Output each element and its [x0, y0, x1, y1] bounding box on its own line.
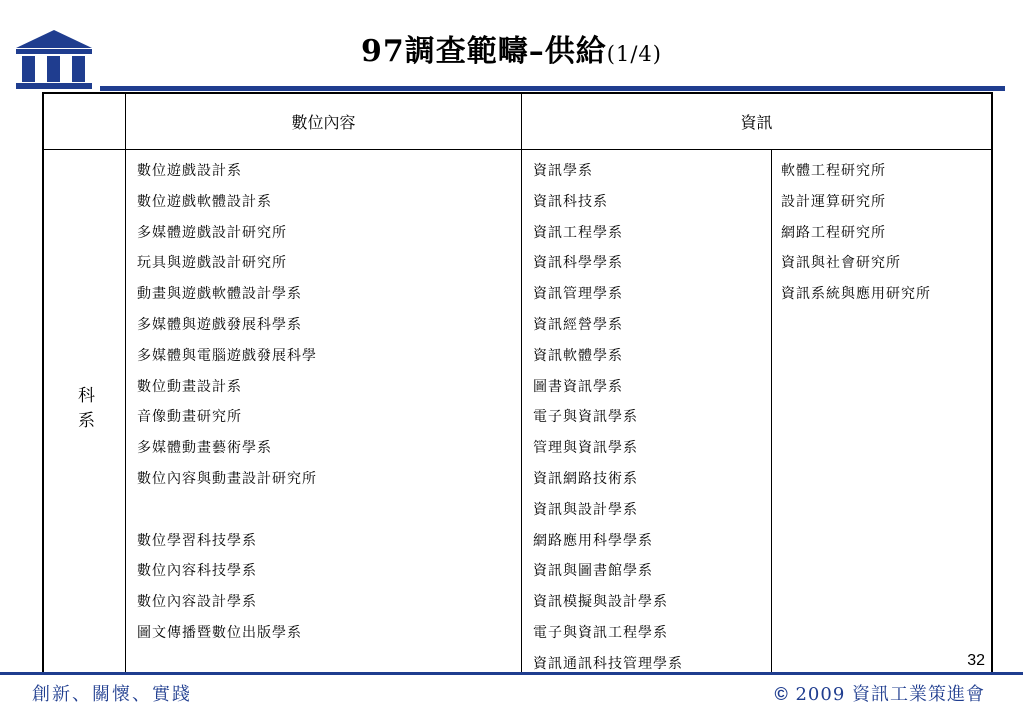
footer-copyright — [774, 680, 985, 706]
list-item: 數位內容科技學系 — [137, 563, 257, 580]
list-item: 管理與資訊學系 — [533, 440, 638, 457]
page-title — [0, 26, 1023, 70]
list-item: 動畫與遊戲軟體設計學系 — [137, 286, 302, 303]
list-item: 資訊管理學系 — [533, 286, 623, 303]
row-label: 科系 — [74, 386, 94, 436]
copyright-text: 2009 資訊工業策進會 — [795, 684, 985, 705]
list-item: 資訊科學學系 — [533, 255, 623, 272]
page-number: 32 — [967, 652, 985, 669]
list-item: 網路應用科學學系 — [533, 532, 653, 549]
list-item: 資訊科技系 — [533, 193, 608, 210]
list-item: 數位內容設計學系 — [137, 594, 257, 611]
list-item: 資訊網路技術系 — [533, 470, 638, 487]
list-item: 設計運算研究所 — [781, 193, 886, 210]
list-item: 數位遊戲軟體設計系 — [137, 193, 272, 210]
title-main: 97調查範疇–供給 — [361, 34, 607, 69]
list-item: 多媒體遊戲設計研究所 — [137, 224, 287, 241]
list-item: 資訊經營學系 — [533, 316, 623, 333]
list-item: 資訊模擬與設計學系 — [533, 594, 668, 611]
list-item: 資訊軟體學系 — [533, 347, 623, 364]
list-item: 多媒體與遊戲發展科學系 — [137, 316, 302, 333]
col-divider — [125, 94, 126, 672]
list-item: 資訊學系 — [533, 163, 593, 179]
list-item: 資訊工程學系 — [533, 224, 623, 241]
list-item: 圖書資訊學系 — [533, 378, 623, 395]
information-list-2 — [781, 156, 931, 310]
header-divider — [44, 149, 991, 150]
list-item: 軟體工程研究所 — [781, 163, 886, 179]
scope-table — [42, 92, 993, 674]
list-item — [137, 495, 317, 526]
list-item: 多媒體與電腦遊戲發展科學 — [137, 347, 317, 364]
list-item: 電子與資訊工程學系 — [533, 624, 668, 641]
footer-slogan: 創新、關懷、實踐 — [32, 684, 192, 705]
col-divider — [771, 149, 772, 672]
title-page-fraction: (1/4) — [606, 42, 662, 66]
col-divider — [521, 94, 522, 672]
list-item: 資訊與圖書館學系 — [533, 563, 653, 580]
header-rule — [100, 86, 1005, 91]
list-item: 資訊系統與應用研究所 — [781, 286, 931, 303]
list-item: 資訊與設計學系 — [533, 501, 638, 518]
row-label-cell — [44, 150, 125, 672]
list-item: 數位學習科技學系 — [137, 532, 257, 549]
information-list-1 — [533, 156, 683, 680]
header-digital-content: 數位內容 — [291, 113, 356, 132]
list-item: 圖文傳播暨數位出版學系 — [137, 624, 302, 641]
list-item: 電子與資訊學系 — [533, 409, 638, 426]
list-item: 資訊通訊科技管理學系 — [533, 655, 683, 672]
list-item: 音像動畫研究所 — [137, 409, 242, 426]
list-item: 玩具與遊戲設計研究所 — [137, 255, 287, 272]
list-item: 網路工程研究所 — [781, 224, 886, 241]
list-item: 資訊與社會研究所 — [781, 255, 901, 272]
digital-content-list — [137, 156, 317, 649]
header-information: 資訊 — [740, 113, 773, 132]
list-item: 數位動畫設計系 — [137, 378, 242, 395]
copyright-symbol: © — [774, 684, 789, 704]
footer-rule — [0, 672, 1023, 675]
list-item: 多媒體動畫藝術學系 — [137, 440, 272, 457]
list-item: 數位內容與動畫設計研究所 — [137, 470, 317, 487]
list-item: 數位遊戲設計系 — [137, 163, 242, 179]
